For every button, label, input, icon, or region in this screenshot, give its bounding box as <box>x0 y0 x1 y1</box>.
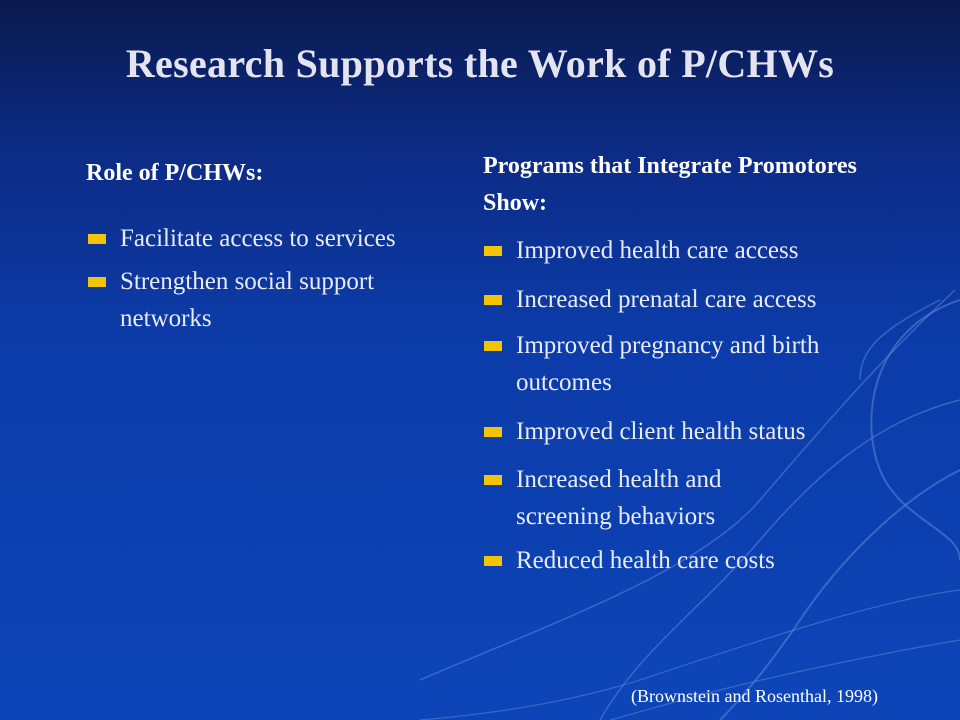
slide-title: Research Supports the Work of P/CHWs <box>125 41 835 86</box>
list-item <box>482 461 812 535</box>
list-item-text: Improved health care access <box>516 237 799 264</box>
list-item-text: Reduced health care costs <box>516 547 775 574</box>
list-item <box>482 413 902 450</box>
right-column-heading: Programs that Integrate Promotores Show: <box>483 153 857 216</box>
list-item <box>86 220 486 257</box>
left-column-heading: Role of P/CHWs: <box>86 160 264 186</box>
bullet-icon <box>484 295 502 305</box>
list-item <box>482 542 882 579</box>
list-item-text: Facilitate access to services <box>120 225 396 252</box>
list-item-text: Improved pregnancy and birth outcomes <box>516 332 820 396</box>
bullet-icon <box>88 277 106 287</box>
list-item <box>86 263 456 337</box>
list-item <box>482 281 902 318</box>
bullet-icon <box>88 234 106 244</box>
list-item-text: Improved client health status <box>516 418 806 445</box>
bullet-icon <box>484 341 502 351</box>
list-item <box>482 327 842 401</box>
list-item-text: Increased prenatal care access <box>516 286 817 313</box>
list-item-text: Strengthen social support networks <box>120 268 375 332</box>
list-item <box>482 232 882 269</box>
bullet-icon <box>484 475 502 485</box>
bullet-icon <box>484 427 502 437</box>
citation: (Brownstein and Rosenthal, 1998) <box>631 686 878 706</box>
bullet-icon <box>484 246 502 256</box>
bullet-icon <box>484 556 502 566</box>
list-item-text: Increased health and screening behaviors <box>516 466 722 530</box>
